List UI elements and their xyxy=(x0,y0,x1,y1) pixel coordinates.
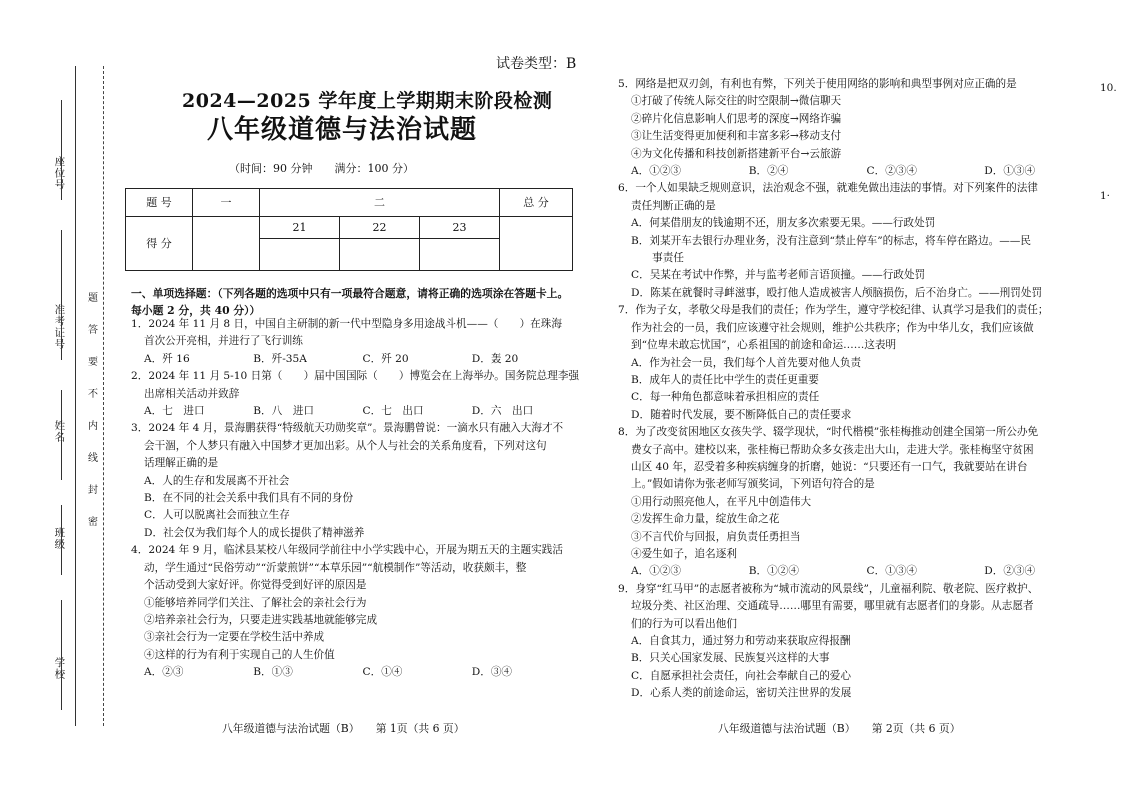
stem-line: 到“位卑未敢忘忧国”，心系祖国的前途和命运……这表明 xyxy=(631,339,897,352)
exam-no-underline xyxy=(61,230,62,360)
option-b: B．只关心国家发展、民族复兴这样的大事 xyxy=(631,652,830,665)
stem-line: 3．2024 年 4 月，景海鹏获得“特级航天功勋奖章”。景海鹏曾说：一滴水只有融入大海才不 xyxy=(131,422,564,435)
score-cell-23[interactable] xyxy=(420,239,500,271)
option-c: C．①④ xyxy=(362,666,403,679)
option-b: B．①②④ xyxy=(748,565,799,578)
option-b: B．八 进口 xyxy=(253,405,315,418)
score-sub-22: 22 xyxy=(340,217,420,239)
statement: ④为文化传播和科技创新搭建新平台→云旅游 xyxy=(631,147,842,160)
option-a: A．何某借朋友的钱逾期不还，朋友多次索要无果。——行政处罚 xyxy=(631,217,936,230)
school-underline xyxy=(61,600,62,710)
name-underline xyxy=(61,390,62,480)
seat-no-label: 座位号 xyxy=(53,156,66,191)
option-a: A．自食其力，通过努力和劳动来获取应得报酬 xyxy=(631,635,851,647)
score-header-part1: 一 xyxy=(193,189,260,217)
score-sub-21: 21 xyxy=(260,217,340,239)
question-8 xyxy=(618,424,1102,581)
binding-line-outer xyxy=(75,66,76,726)
seat-no-underline xyxy=(61,100,62,200)
options xyxy=(131,664,581,681)
options xyxy=(131,351,581,368)
statement: ②碎片化信息影响人们思考的深度→网络诈骗 xyxy=(631,112,842,125)
option-c: C．七 出口 xyxy=(362,405,424,418)
stem-line: 出席相关活动并致辞 xyxy=(144,387,240,400)
option-b: B．歼-35A xyxy=(253,352,307,365)
seal-char: 密 xyxy=(88,517,98,528)
seal-char: 封 xyxy=(88,485,98,496)
stem-line: 会干涸，个人梦只有融入中国梦才更加出彩。从个人与社会的关系角度看，下列对这句 xyxy=(144,439,547,452)
score-header-item: 题 号 xyxy=(126,189,193,217)
stem-line: 费女子高中。建校以来，张桂梅已帮助众多女孩走出大山，走进大学。张桂梅坚守贫困 xyxy=(631,443,1034,456)
question-3 xyxy=(131,420,581,542)
statement: ③亲社会行为一定要在学校生活中养成 xyxy=(144,631,325,644)
option-b: B．成年人的责任比中学生的责任更重要 xyxy=(631,373,819,386)
options xyxy=(131,403,581,420)
stem-line: 话理解正确的是 xyxy=(144,457,219,470)
question-1 xyxy=(131,316,581,368)
stem-line: 4．2024 年 9 月，临沭县某校八年级同学前往中小学实践中心，开展为期五天的主题实践活 xyxy=(131,544,563,557)
score-header-part2: 二 xyxy=(260,189,500,217)
statement: ③让生活变得更加便利和丰富多彩→移动支付 xyxy=(631,130,842,143)
exam-no-label: 准考证号 xyxy=(53,304,66,350)
score-cell-total[interactable] xyxy=(500,217,573,271)
option-c: C．②③④ xyxy=(866,165,917,178)
stem-line: 山区 40 年，忍受着多种疾病缠身的折磨，她说：“只要还有一口气，我就要站在讲台 xyxy=(631,460,1028,473)
stem-line: 首次公开亮相，并进行了飞行训练 xyxy=(144,335,303,348)
option-b: B．①③ xyxy=(253,666,293,679)
option-d: D．①③④ xyxy=(984,165,1036,178)
statement: ④爱生如子，追名逐利 xyxy=(631,547,737,560)
option-a: A．人的生存和发展离不开社会 xyxy=(144,474,290,487)
option-a: A．歼 16 xyxy=(144,352,190,365)
option-b: B．②④ xyxy=(748,165,789,178)
score-cell-22[interactable] xyxy=(340,239,420,271)
seal-char: 题 xyxy=(88,293,98,304)
question-7 xyxy=(618,302,1102,424)
statement: ②培养亲社会行为，只要走进实践基地就能够完成 xyxy=(144,613,378,626)
option-d: D．③④ xyxy=(471,666,513,679)
seal-char: 内 xyxy=(88,421,98,432)
statement: ①用行动照亮他人，在平凡中创造伟大 xyxy=(631,495,812,508)
option-d: D．陈某在就餐时寻衅滋事，殴打他人造成被害人颅脑损伤，后不治身亡。——刑罚处罚 xyxy=(631,286,1043,299)
left-column xyxy=(131,316,581,682)
option-a: A．七 进口 xyxy=(144,405,205,418)
seal-char: 线 xyxy=(88,453,98,464)
option-c: C．每一种角色都意味着承担相应的责任 xyxy=(631,391,820,404)
question-9 xyxy=(618,581,1102,703)
name-label: 姓名 xyxy=(53,420,66,443)
seal-warning xyxy=(86,283,100,539)
option-d: D．心系人类的前途命运，密切关注世界的发展 xyxy=(631,687,852,700)
seal-char: 要 xyxy=(88,357,98,368)
option-d: D．社会仅为我们每个人的成长提供了精神滋养 xyxy=(144,526,365,539)
stem-line: 8．为了改变贫困地区女孩失学、辍学现状，“时代楷模”张桂梅推动创建全国第一所公办免 xyxy=(618,426,1039,439)
exam-meta: （时间：90 分钟 满分：100 分） xyxy=(229,162,414,175)
exam-title: 2024—2025 学年度上学期期末阶段检测 xyxy=(182,90,553,112)
score-row-label: 得 分 xyxy=(126,217,193,271)
class-label: 班级 xyxy=(53,527,66,550)
class-underline xyxy=(61,505,62,575)
statement: ④这样的行为有利于实现自己的人生价值 xyxy=(144,648,335,661)
question-2 xyxy=(131,368,581,420)
stem-line: 7．作为子女，孝敬父母是我们的责任；作为学生，遵守学校纪律、认真学习是我们的责任； xyxy=(618,304,1049,317)
option-b: B．刘某开车去银行办理业务，没有注意到“禁止停车”的标志，将车停在路边。——民 xyxy=(631,234,1031,247)
binding-line-inner xyxy=(103,66,104,726)
statement: ①能够培养同学们关注、了解社会的亲社会行为 xyxy=(144,596,367,609)
stem-line: 作为社会的一员，我们应该遵守社会规则，维护公共秩序；作为中华儿女，我们应该做 xyxy=(631,321,1034,334)
option-d: D．六 出口 xyxy=(471,405,534,418)
margin-mark-top: 10. xyxy=(1100,82,1117,94)
stem-line: 责任判断正确的是 xyxy=(631,199,716,212)
options xyxy=(618,163,1102,180)
stem-line: 个活动受到大家好评。你觉得受到好评的原因是 xyxy=(144,579,367,592)
score-header-total: 总 分 xyxy=(500,189,573,217)
options xyxy=(618,563,1102,580)
option-a: A．②③ xyxy=(144,666,184,679)
stem-line: 6．一个人如果缺乏规则意识，法治观念不强，就难免做出违法的事情。对下列案件的法律 xyxy=(618,182,1038,195)
option-a: A．①②③ xyxy=(631,165,682,178)
subject-title: 八年级道德与法治试题 xyxy=(207,115,478,145)
option-d: D．轰 20 xyxy=(471,352,519,365)
question-5 xyxy=(618,76,1102,180)
statement: ①打破了传统人际交往的时空限制→微信聊天 xyxy=(631,95,842,108)
score-sub-23: 23 xyxy=(420,217,500,239)
option-d: D．②③④ xyxy=(984,565,1036,578)
option-d: D．随着时代发展，要不断降低自己的责任要求 xyxy=(631,408,852,421)
option-c: C．自愿承担社会责任，向社会奉献自己的爱心 xyxy=(631,669,851,682)
option-c: C．人可以脱离社会而独立生存 xyxy=(144,509,290,522)
option-b: B．在不同的社会关系中我们具有不同的身份 xyxy=(144,492,354,505)
question-6 xyxy=(618,180,1102,302)
section-heading: 一、单项选择题：（下列各题的选项中只有一项最符合题意，请将正确的选项涂在答题卡上。每小题 2 分，共 40 分）） xyxy=(131,287,569,318)
stem-line: 们的行为可以看出他们 xyxy=(631,617,737,630)
option-c: C．歼 20 xyxy=(362,352,409,365)
question-4 xyxy=(131,542,581,681)
stem-line: 1．2024 年 11 月 8 日，中国自主研制的新一代中型隐身多用途战斗机——（ ）在珠海 xyxy=(131,318,562,330)
statement: ③不言代价与回报，肩负责任勇担当 xyxy=(631,530,801,543)
statement: ②发挥生命力量，绽放生命之花 xyxy=(631,513,780,526)
stem-line: 5．网络是把双刃剑，有利也有弊，下列关于使用网络的影响和典型事例对应正确的是 xyxy=(618,78,1017,90)
page-footer-1: 八年级道德与法治试题（B） 第 1页（共 6 页） xyxy=(222,722,465,735)
seal-char: 不 xyxy=(88,389,98,400)
score-cell-21[interactable] xyxy=(260,239,340,271)
option-c: C．吴某在考试中作弊，并与监考老师言语顶撞。——行政处罚 xyxy=(631,269,926,282)
option-b-cont: 事责任 xyxy=(631,252,684,265)
stem-line: 上。”假如请你为张老师写颁奖词，下列语句符合的是 xyxy=(631,478,875,491)
stem-line: 垃圾分类、社区治理、交通疏导……哪里有需要，哪里就有志愿者们的身影。从志愿者 xyxy=(631,600,1034,613)
right-column xyxy=(618,76,1102,703)
paper-type: 试卷类型：B xyxy=(496,56,577,72)
score-cell-part1[interactable] xyxy=(193,217,260,271)
score-table xyxy=(125,188,573,271)
option-a: A．作为社会一员，我们每个人首先要对他人负责 xyxy=(631,356,862,369)
option-a: A．①②③ xyxy=(631,565,682,578)
page-footer-2: 八年级道德与法治试题（B） 第 2页（共 6 页） xyxy=(718,722,961,735)
school-label: 学校 xyxy=(53,657,66,680)
stem-line: 动，学生通过“民俗劳动”“沂蒙煎饼”“本草乐园”“航模制作”等活动，收获颇丰，整 xyxy=(144,561,527,574)
margin-mark-mid: 1· xyxy=(1100,190,1111,202)
stem-line: 2．2024 年 11 月 5-10 日第（ ）届中国国际（ ）博览会在上海举办。国务院总理李强 xyxy=(131,370,580,383)
seal-char: 答 xyxy=(88,325,98,336)
option-c: C．①③④ xyxy=(866,565,917,578)
stem-line: 9．身穿“红马甲”的志愿者被称为“城市流动的风景线”，儿童福利院、敬老院、医疗救护、 xyxy=(618,582,1039,595)
